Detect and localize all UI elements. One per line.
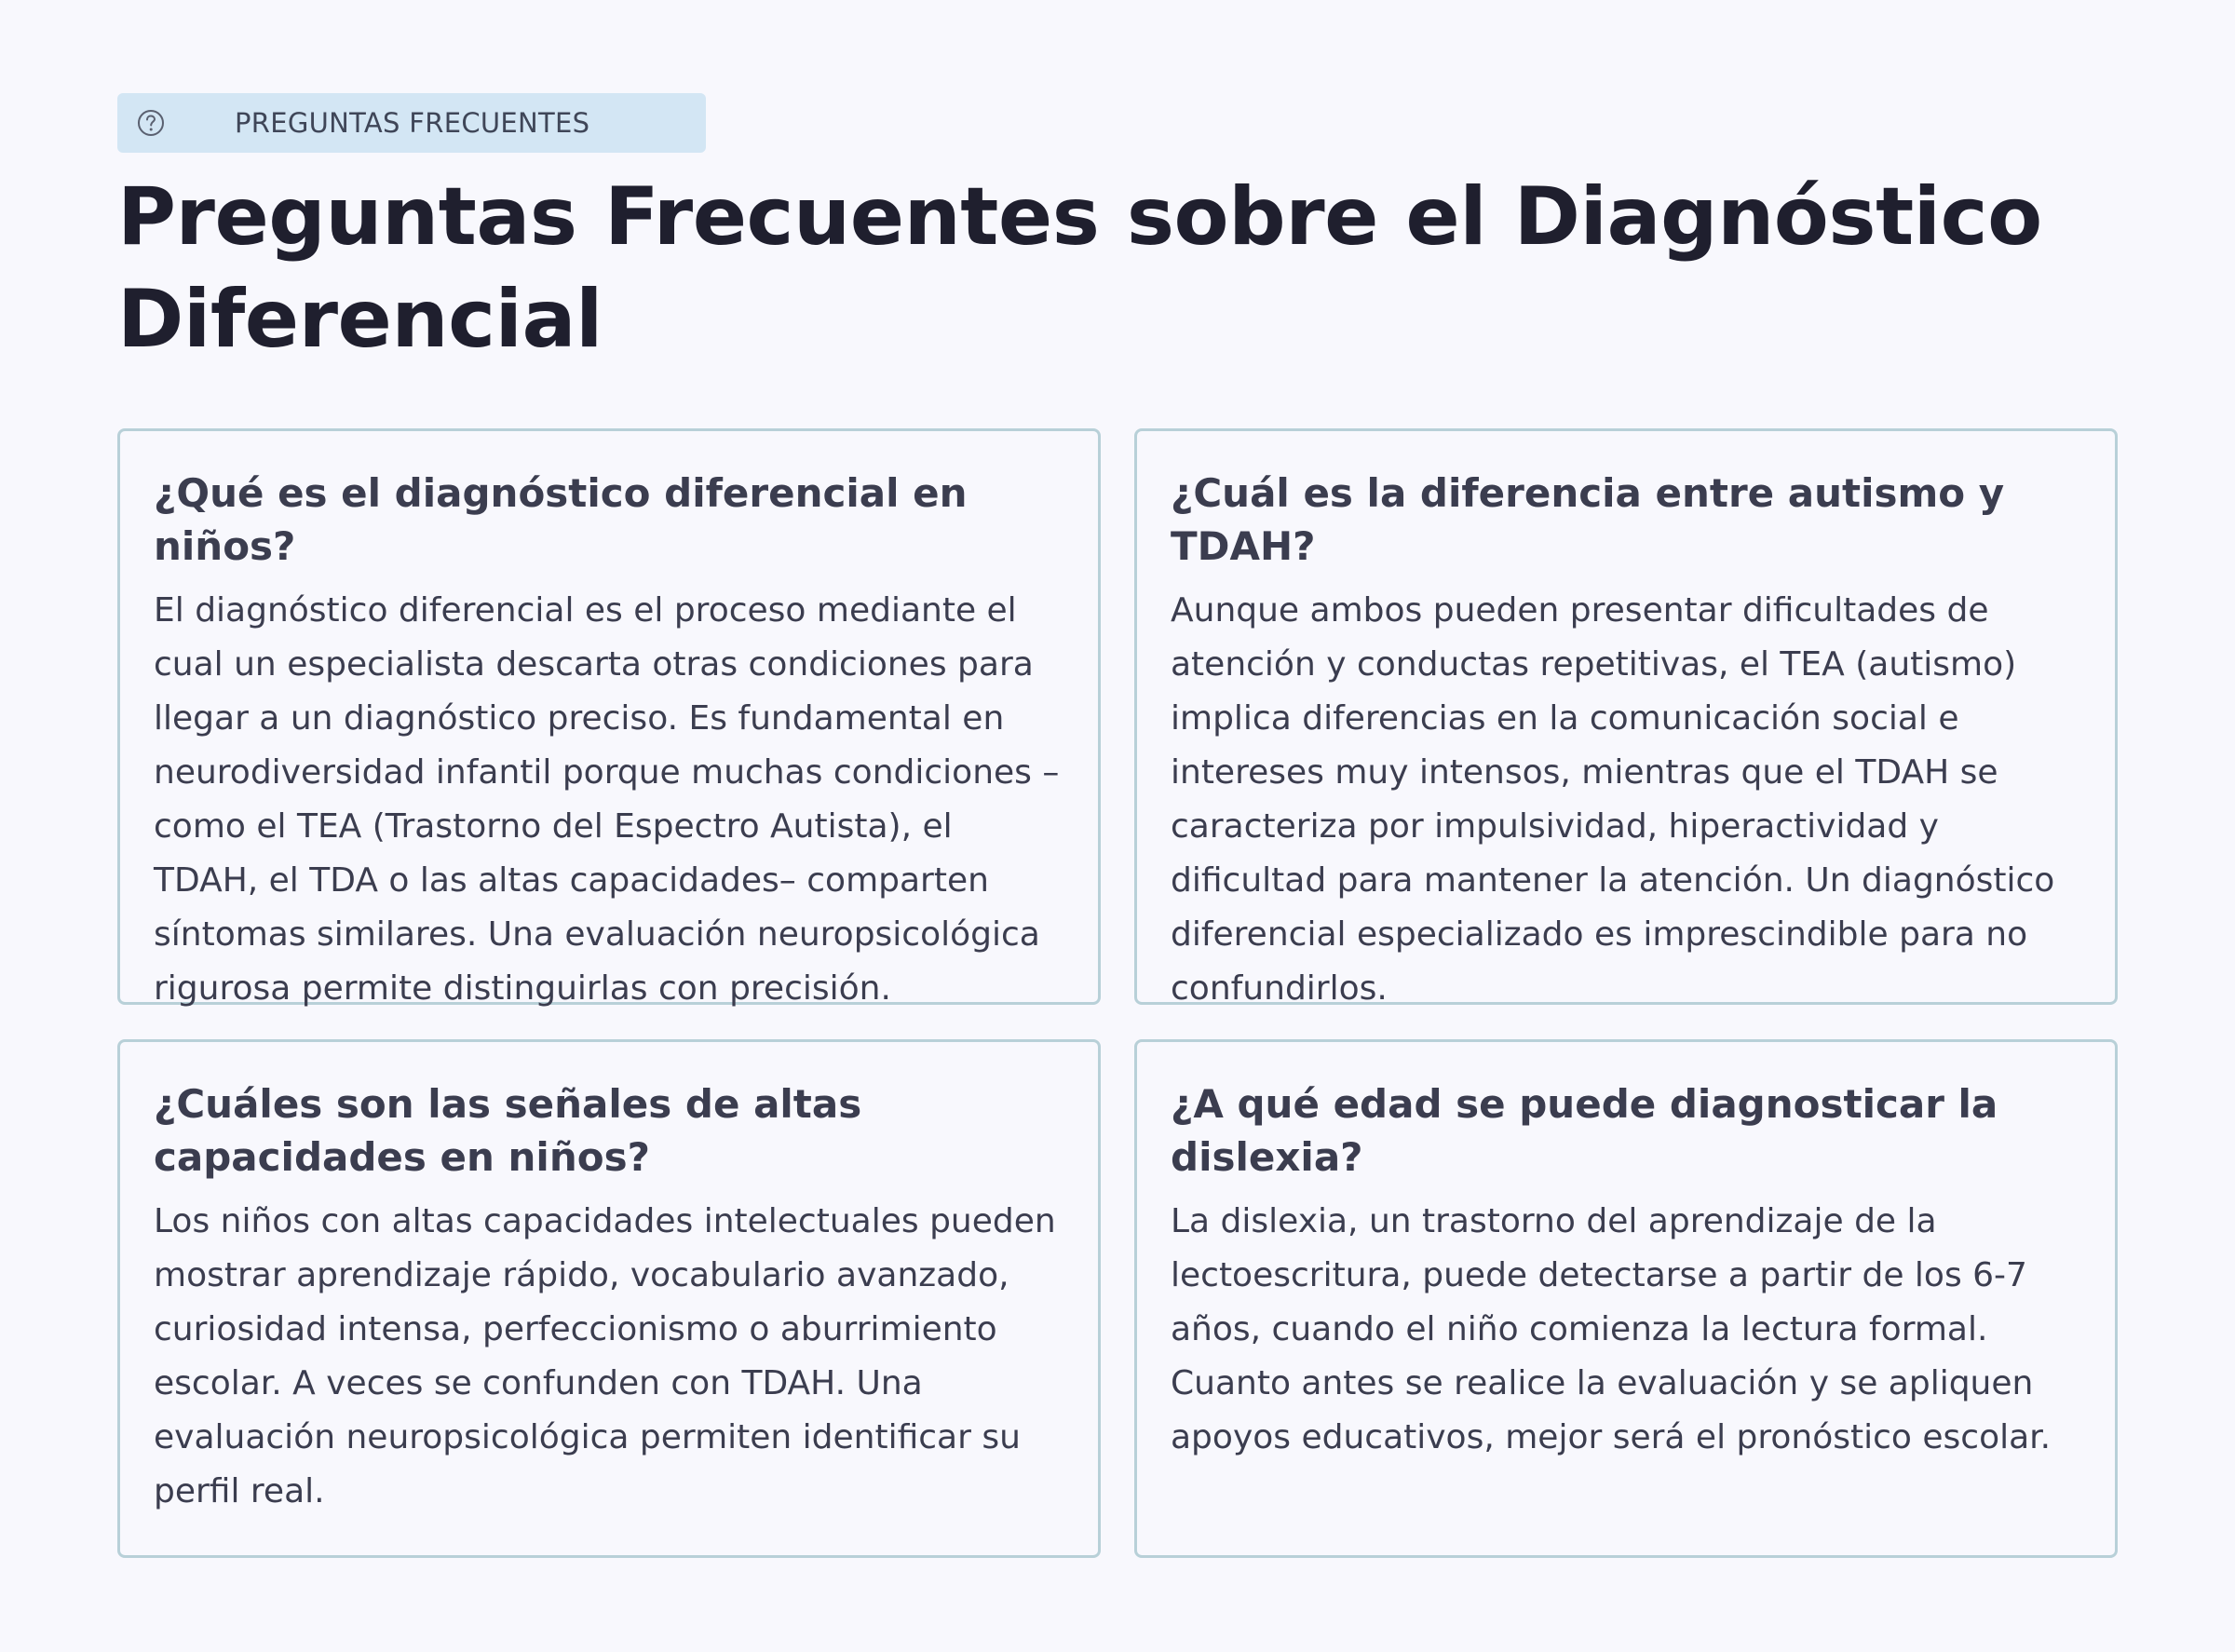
page-title: Preguntas Frecuentes sobre el Diagnóstico Diferencial [117,170,2042,366]
faq-question: ¿Cuáles son las señales de altas capacidades en niños? [154,1081,862,1180]
question-circle-icon [136,108,166,138]
faq-answer: Aunque ambos pueden presentar dificultades de atención y conductas repetitivas, el TEA (autismo) implica diferencias en la comunicación social e intereses muy intensos, mientras que el TDAH se caracteriza por impulsividad, hiperactividad y dificultad para mantener la atención. Un diagnóstico diferencial especializado es imprescindible para no confundirlos. [1171,591,2055,1008]
faq-card [1134,428,2118,1008]
faq-card [117,428,1101,1008]
faq-card [117,1039,1101,1558]
badge-label: PREGUNTAS FRECUENTES [235,107,590,139]
faq-card [1134,1039,2118,1558]
faq-question: ¿Cuál es la diferencia entre autismo y TDAH? [1171,470,2005,569]
faq-answer: El diagnóstico diferencial es el proceso mediante el cual un especialista descarta otras condiciones para llegar a un diagnóstico preciso. Es fundamental en neurodiversidad infantil porque muchas condiciones –como el TEA (Trastorno del Espectro Autista), el TDAH, el TDA o las altas capacidades– comparten síntomas similares. Una evaluación neuropsicológica rigurosa permite distinguirlas con precisión. [154,591,1060,1008]
faq-question: ¿Qué es el diagnóstico diferencial en niños? [154,470,968,569]
faq-question: ¿A qué edad se puede diagnosticar la dislexia? [1171,1081,1998,1180]
faq-answer: La dislexia, un trastorno del aprendizaje de la lectoescritura, puede detectarse a partir de los 6-7 años, cuando el niño comienza la lectura formal. Cuanto antes se realice la evaluación y se apliquen apoyos educativos, mejor será el pronóstico escolar. [1171,1202,2052,1456]
section-badge [117,93,706,153]
faq-answer: Los niños con altas capacidades intelectuales pueden mostrar aprendizaje rápido, vocabulario avanzado, curiosidad intensa, perfeccionismo o aburrimiento escolar. A veces se confunden con TDAH. Una evaluación neuropsicológica permiten identificar su perfil real. [154,1202,1056,1510]
